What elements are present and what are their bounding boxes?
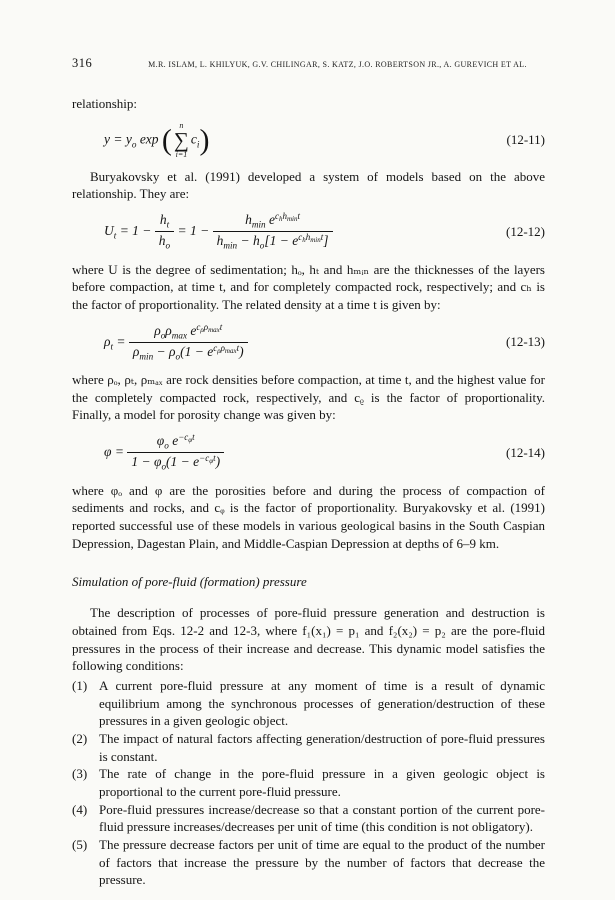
page-number: 316 <box>72 56 93 70</box>
list-item-text: The rate of change in the pore-fluid pressure in a given geologic object is proportional to the current pore-fluid pressure. <box>99 766 545 799</box>
exp-var: c <box>275 211 279 222</box>
eq-lhs: U <box>104 222 114 238</box>
equation-body <box>72 212 506 252</box>
equation-12-13 <box>72 323 545 363</box>
eq-op: = <box>113 333 129 349</box>
page-header <box>72 56 545 71</box>
den-bracket: [1 − e <box>264 233 299 249</box>
list-item-number: (4) <box>72 801 88 817</box>
eq-term: c <box>190 131 197 147</box>
exp-var: h <box>305 232 311 243</box>
numerator <box>155 212 174 232</box>
right-paren: ) <box>199 123 210 157</box>
fraction <box>213 212 333 252</box>
exp-sub: ρ <box>200 325 204 334</box>
list-item <box>72 836 545 889</box>
paragraph-where-densities: where ρₒ, ρₜ, ρₘₐₓ are rock densities before compaction, at time t, and the highest value for the completely compacted rock, respectively, and cᵨ is the factor of proportionality. Finally, a model for porosity change was given by: <box>72 372 545 423</box>
equation-tag: (12-12) <box>506 223 545 239</box>
num-sub: o <box>160 330 166 341</box>
den-sub: min <box>223 240 238 251</box>
exp-sub: max <box>208 325 220 334</box>
equation-12-14 <box>72 433 545 473</box>
eq-lhs: y = y <box>104 131 132 147</box>
left-paren: ( <box>161 123 172 157</box>
paragraph-description: The description of processes of pore-fluid pressure generation and destruction is obtained from Eqs. 12-2 and 12-3, where f₁(x₁) = p₁ and f₂(x₂) = p₂ are the pore-fluid pressures in the process of their increase and decrease. This dynamic model satisfies the following conditions: <box>72 605 545 674</box>
list-item-number: (1) <box>72 677 88 693</box>
exponent <box>199 454 215 465</box>
exp-var: c <box>196 321 201 332</box>
equation-12-11 <box>72 122 545 159</box>
eq-term-sub: i <box>196 138 200 149</box>
equation-tag: (12-14) <box>506 444 545 460</box>
eq-op: = 1 − <box>116 222 155 238</box>
eq-op: = <box>111 443 128 459</box>
exp-sub: h <box>302 236 306 245</box>
den-bracket: ] <box>323 233 329 249</box>
exp-var: ρ <box>203 321 209 332</box>
numerator <box>127 433 224 453</box>
numerator <box>213 212 333 232</box>
denominator <box>155 232 174 251</box>
exp-var: −c <box>199 453 210 464</box>
list-item-text: The pressure decrease factors per unit of time are equal to the product of the number of factors that increase the pressure by the number of factors that decrease the pressure. <box>99 836 545 888</box>
exponent <box>178 433 194 444</box>
running-head: M.R. ISLAM, L. KHILYUK, G.V. CHILINGAR, S. KATZ, J.O. ROBERTSON JR., A. GUREVICH ET AL. <box>148 60 527 69</box>
den-sub: min <box>139 351 154 362</box>
num-var: ρ <box>154 322 161 338</box>
exp-var: c <box>298 232 303 243</box>
paragraph-where-sedimentation: where U is the degree of sedimentation; hₒ, hₜ and hₘᵢₙ are the thicknesses of the layers before compaction, at time t, and for completely compacted rock, respectively; and cₕ is the factor of proportionality. The related density at a time t is given by: <box>72 261 545 312</box>
den-var: − h <box>237 233 260 249</box>
eq-sub: t <box>113 230 117 241</box>
list-item-number: (3) <box>72 766 88 782</box>
list-item-number: (2) <box>72 730 88 746</box>
exp-var: c <box>213 342 218 353</box>
denominator <box>129 343 248 362</box>
exp-sub: φ <box>209 457 214 466</box>
fraction <box>155 212 174 252</box>
den-sub: o <box>259 240 265 251</box>
exp-operator: exp <box>136 131 162 147</box>
euler-e: e <box>168 433 179 449</box>
den-bracket: (1 − e <box>180 343 214 359</box>
exp-sub: min <box>310 236 321 245</box>
den-var: 1 − φ <box>131 454 162 470</box>
fraction <box>127 433 224 473</box>
numerator <box>129 323 248 343</box>
den-sub: o <box>161 461 167 472</box>
euler-e: e <box>265 212 275 228</box>
list-item <box>72 730 545 765</box>
sum-upper-limit: n <box>179 120 184 130</box>
paragraph-relationship: relationship: <box>72 96 137 111</box>
exp-var: t <box>297 211 301 222</box>
exp-sub: h <box>279 215 283 224</box>
eq-sub: t <box>110 341 114 352</box>
denominator <box>213 232 333 251</box>
num-sub: min <box>251 219 266 230</box>
den-var: ρ <box>132 343 140 359</box>
den-var: − ρ <box>153 343 176 359</box>
equation-12-12 <box>72 212 545 252</box>
equation-body <box>72 122 506 159</box>
equation-tag: (12-11) <box>506 132 545 148</box>
exponent <box>275 212 300 223</box>
num-var: ρ <box>165 322 172 338</box>
sum-lower-limit: i=1 <box>175 149 188 159</box>
num-var: h <box>245 212 252 228</box>
fraction <box>129 323 248 363</box>
exp-sub: φ <box>188 436 193 445</box>
equation-tag: (12-13) <box>506 334 545 350</box>
paragraph-buryakovsky: Buryakovsky et al. (1991) developed a system of models based on the above relationship. They are: <box>72 168 545 202</box>
euler-e: e <box>187 322 197 338</box>
exp-sub: min <box>287 215 298 224</box>
list-item <box>72 765 545 800</box>
exp-var: t <box>192 432 195 443</box>
exp-var: t <box>320 232 324 243</box>
exp-sub: max <box>224 346 237 355</box>
exp-var: t <box>236 342 240 353</box>
num-sub: max <box>171 330 188 341</box>
equation-body <box>72 323 506 363</box>
exp-sub: ρ <box>217 346 221 355</box>
sigma-symbol: ∑ <box>173 127 189 152</box>
list-item <box>72 677 545 730</box>
exponent <box>298 233 323 244</box>
den-sub: o <box>165 240 171 251</box>
summation <box>174 122 189 159</box>
exp-var: −c <box>178 432 189 443</box>
list-item-number: (5) <box>72 836 88 852</box>
equation-body <box>72 433 506 473</box>
den-bracket: ) <box>239 343 244 359</box>
paragraph-where-porosities: where φₒ and φ are the porosities before and during the process of compaction of sediments and rocks, and cᵩ is the factor of proportionality. Buryakovsky et al. (1991) reported successful use of these models in various geological basins in the South Caspian Depression, Dagestan Plain, and Middle-Caspian Depression at depths of 6–9 km. <box>72 482 545 551</box>
eq-lhs: φ <box>104 443 112 459</box>
den-bracket: ) <box>215 454 221 470</box>
den-var: h <box>158 233 166 249</box>
exp-var: t <box>213 453 216 464</box>
num-sub: o <box>164 440 169 451</box>
exp-var: ρ <box>220 342 225 353</box>
list-item-text: Pore-fluid pressures increase/decrease so that a constant portion of the current pore-fluid pressure increases/decreases per unit of time (this condition is not obligatory). <box>99 801 545 835</box>
den-bracket: (1 − e <box>166 454 200 470</box>
denominator <box>127 453 224 472</box>
num-var: h <box>159 212 167 228</box>
list-item <box>72 801 545 836</box>
section-heading: Simulation of pore-fluid (formation) pressure <box>72 574 307 590</box>
exponent <box>213 344 239 355</box>
eq-lhs: ρ <box>104 333 111 349</box>
eq-sub: o <box>131 138 137 149</box>
den-var: h <box>216 233 224 249</box>
eq-op: = 1 − <box>174 222 213 238</box>
exponent <box>196 323 222 334</box>
num-var: φ <box>156 433 165 449</box>
list-item-text: A current pore-fluid pressure at any moment of time is a result of dynamic equilibrium among the synchronous processes of generation/destruction of these pressures in a given geologic object. <box>99 677 545 729</box>
num-sub: t <box>166 219 170 230</box>
den-sub: o <box>175 351 181 362</box>
exp-var: h <box>282 211 287 222</box>
exp-var: t <box>219 321 223 332</box>
list-item-text: The impact of natural factors affecting generation/destruction of pore-fluid pressures is constant. <box>99 730 545 764</box>
